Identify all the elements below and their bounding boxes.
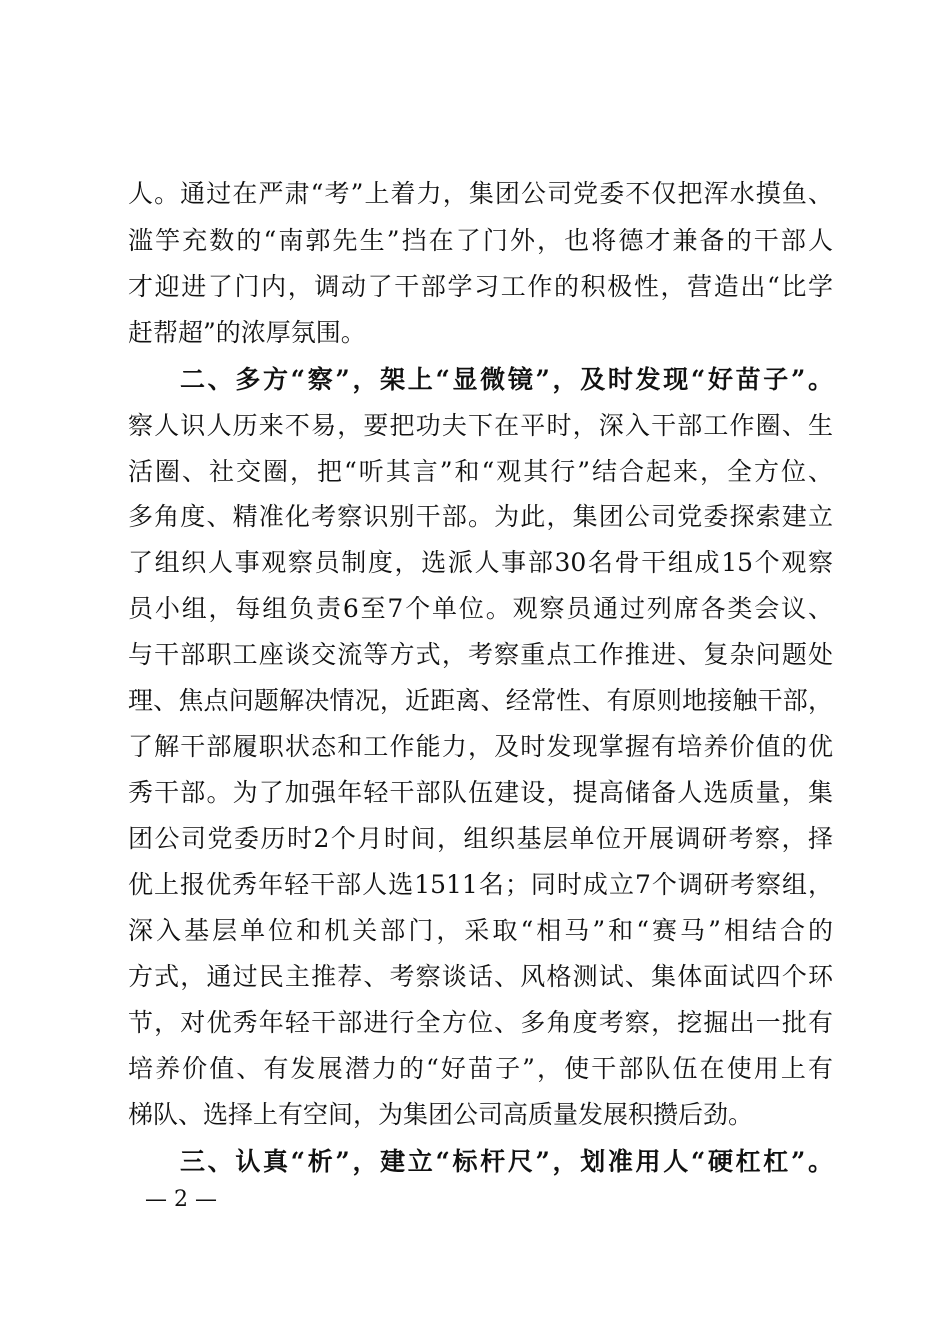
- paragraph-line: 了组织人事观察员制度，选派人事部30名骨干组成15个观察: [128, 548, 833, 577]
- paragraph-line: 梯队、选择上有空间，为集团公司高质量发展积攒后劲。: [128, 1100, 754, 1129]
- paragraph-line: 团公司党委历时2个月时间，组织基层单位开展调研考察，择: [128, 824, 833, 853]
- paragraph-line: 赶帮超”的浓厚氛围。: [128, 318, 366, 347]
- paragraph-line: 活圈、社交圈，把“听其言”和“观其行”结合起来，全方位、: [128, 457, 833, 486]
- paragraph-line: 深入基层单位和机关部门，采取“相马”和“赛马”相结合的: [128, 916, 833, 945]
- paragraph-line: 方式，通过民主推荐、考察谈话、风格测试、集体面试四个环: [128, 962, 833, 991]
- paragraph-line: 滥竽充数的“南郭先生”挡在了门外，也将德才兼备的干部人: [128, 226, 833, 255]
- paragraph-line: 才迎进了门内，调动了干部学习工作的积极性，营造出“比学: [128, 272, 833, 301]
- paragraph-line: 察人识人历来不易，要把功夫下在平时，深入干部工作圈、生: [128, 411, 833, 440]
- paragraph-line: 理、焦点问题解决情况，近距离、经常性、有原则地接触干部，: [128, 686, 833, 715]
- paragraph-line: 节，对优秀年轻干部进行全方位、多角度考察，挖掘出一批有: [128, 1008, 833, 1037]
- paragraph-line: 优上报优秀年轻干部人选1511名；同时成立7个调研考察组，: [128, 870, 833, 899]
- paragraph-line: 了解干部履职状态和工作能力，及时发现掌握有培养价值的优: [128, 732, 833, 761]
- paragraph-line: 与干部职工座谈交流等方式，考察重点工作推进、复杂问题处: [128, 640, 833, 669]
- paragraph-line: 秀干部。为了加强年轻干部队伍建设，提高储备人选质量，集: [128, 778, 833, 807]
- section-heading-2: 二、多方“察”，架上“显微镜”，及时发现“好苗子”。: [180, 365, 833, 394]
- paragraph-line: 培养价值、有发展潜力的“好苗子”，使干部队伍在使用上有: [128, 1054, 833, 1083]
- page-number: — 2 —: [145, 1187, 217, 1212]
- paragraph-line: 人。通过在严肃“考”上着力，集团公司党委不仅把浑水摸鱼、: [128, 179, 833, 208]
- section-heading-3: 三、认真“析”，建立“标杆尺”，划准用人“硬杠杠”。: [180, 1147, 833, 1176]
- paragraph-line: 多角度、精准化考察识别干部。为此，集团公司党委探索建立: [128, 502, 833, 531]
- paragraph-line: 员小组，每组负责6至7个单位。观察员通过列席各类会议、: [128, 594, 833, 623]
